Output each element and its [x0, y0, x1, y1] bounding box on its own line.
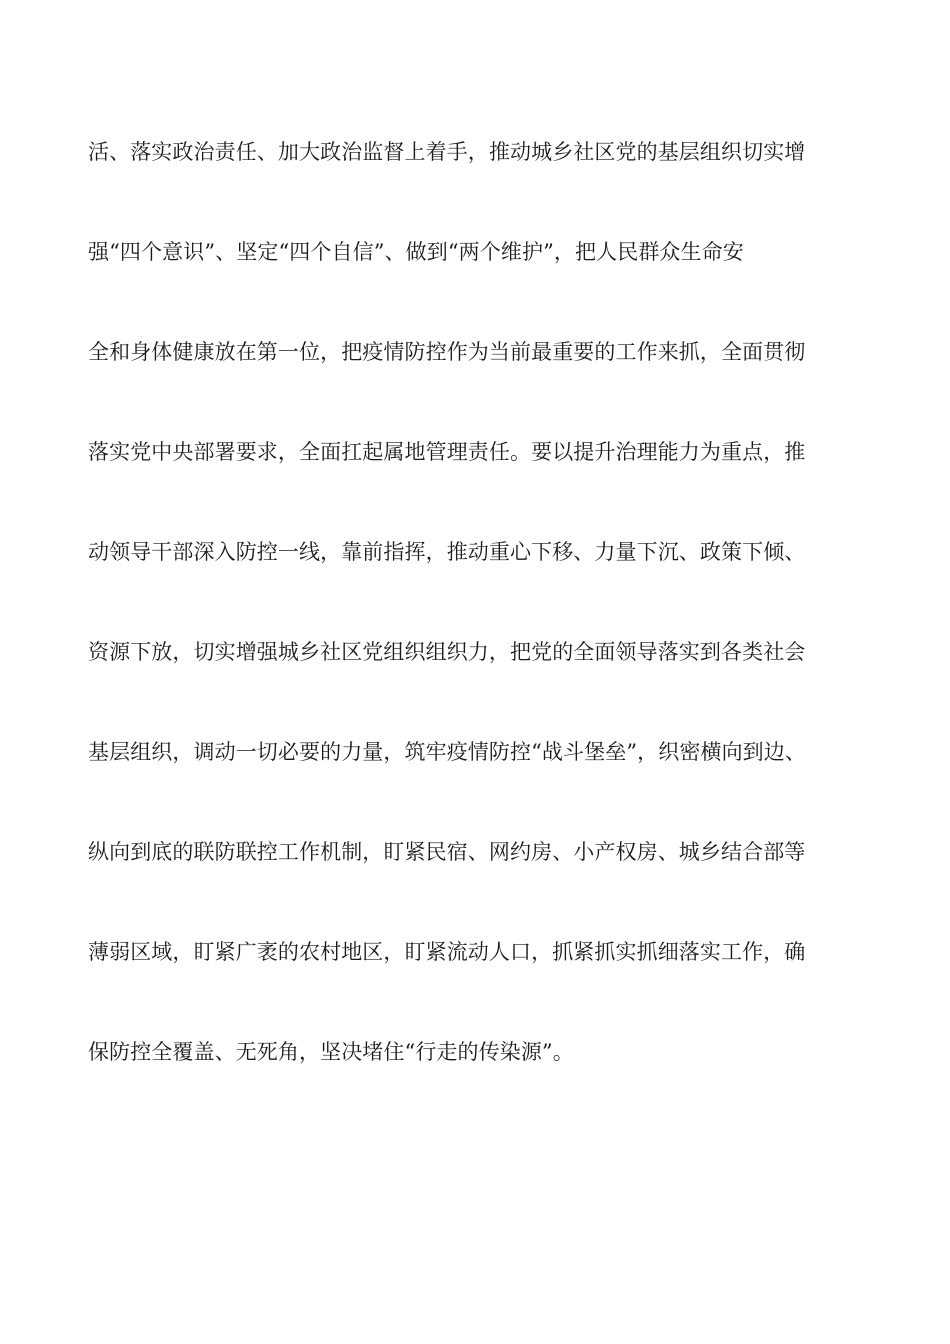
- text-line: 纵向到底的联防联控工作机制，盯紧民宿、网约房、小产权房、城乡结合部等: [88, 840, 806, 864]
- text-line: 全和身体健康放在第一位，把疫情防控作为当前最重要的工作来抓，全面贯彻: [88, 340, 806, 364]
- text-line: 资源下放，切实增强城乡社区党组织组织力，把党的全面领导落实到各类社会: [88, 640, 806, 664]
- text-line: 落实党中央部署要求，全面扛起属地管理责任。要以提升治理能力为重点，推: [88, 440, 806, 464]
- text-line: 基层组织，调动一切必要的力量，筑牢疫情防控“战斗堡垒”，织密横向到边、: [88, 740, 806, 764]
- text-line: 薄弱区域，盯紧广袤的农村地区，盯紧流动人口，抓紧抓实抓细落实工作，确: [88, 940, 806, 964]
- text-line: 强“四个意识”、坚定“四个自信”、做到“两个维护”，把人民群众生命安: [88, 240, 744, 264]
- text-line: 保防控全覆盖、无死角，坚决堵住“行走的传染源”。: [88, 1040, 574, 1064]
- text-line: 活、落实政治责任、加大政治监督上着手，推动城乡社区党的基层组织切实增: [88, 140, 806, 164]
- body-paragraph: [88, 132, 878, 1132]
- text-line: 动领导干部深入防控一线，靠前指挥，推动重心下移、力量下沉、政策下倾、: [88, 540, 806, 564]
